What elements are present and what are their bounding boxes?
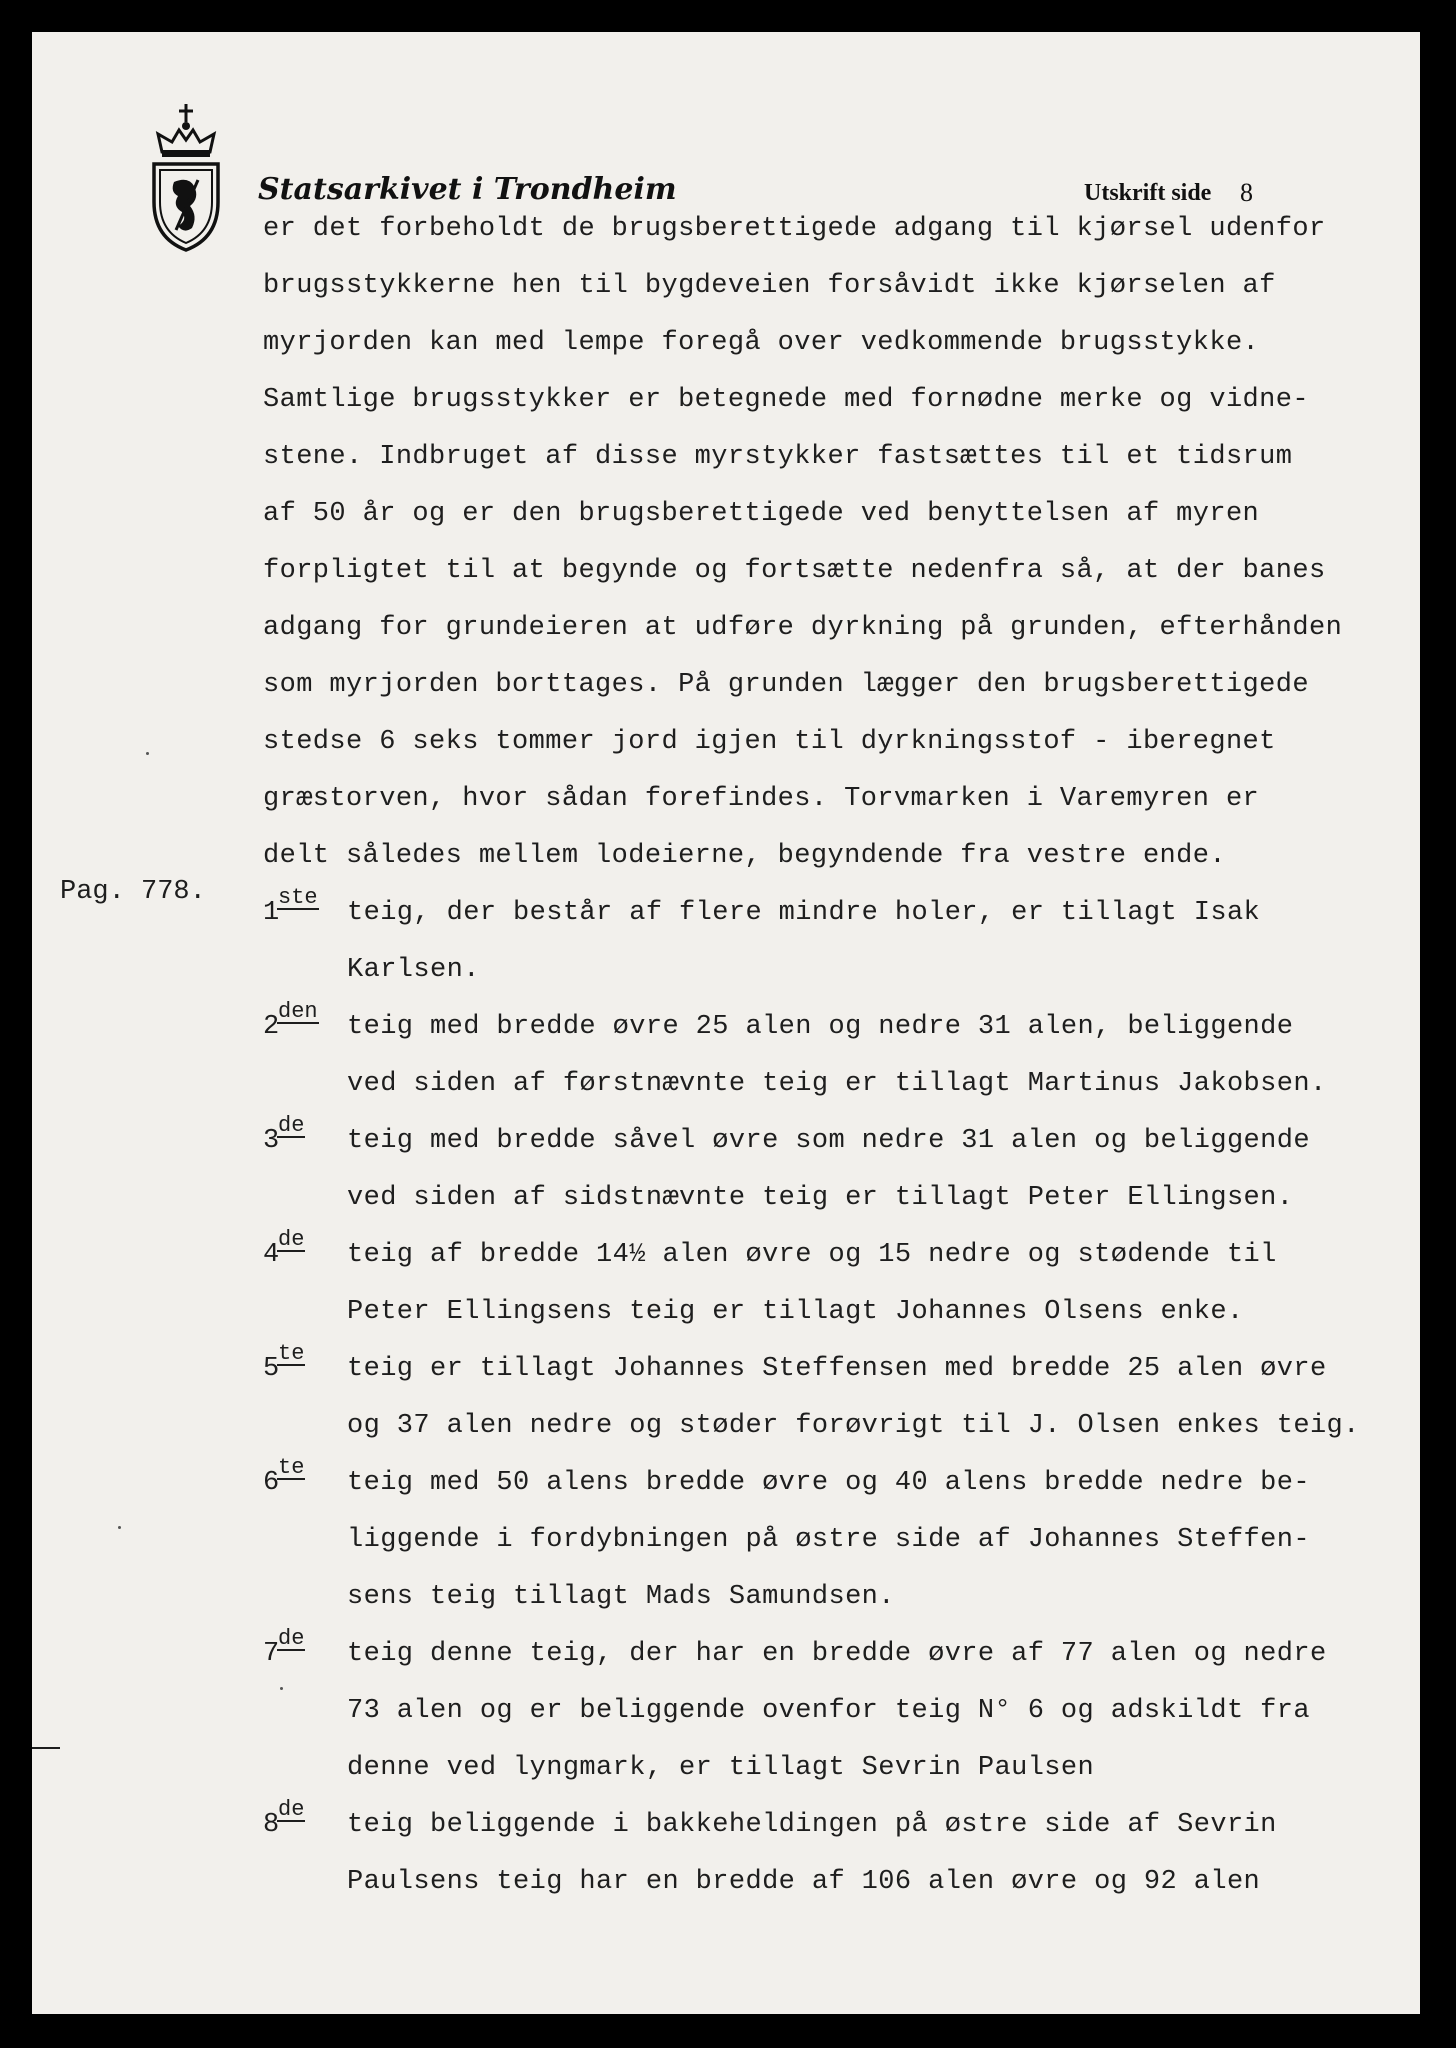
parcel-ordinal-suffix: de bbox=[278, 1797, 305, 1822]
text-line: delt således mellem lodeierne, begyndende fra vestre ende. bbox=[263, 841, 1226, 871]
parcel-ordinal-suffix: de bbox=[278, 1113, 305, 1138]
parcel-text-line: denne ved lyngmark, er tillagt Sevrin Paulsen bbox=[347, 1753, 1095, 1783]
parcel-text-line: Peter Ellingsens teig er tillagt Johannes Olsens enke. bbox=[347, 1297, 1244, 1327]
parcel-text-line: og 37 alen nedre og støder forøvrigt til J. Olsen enkes teig. bbox=[347, 1411, 1360, 1441]
parcel-text-line: sens teig tillagt Mads Samundsen. bbox=[347, 1582, 895, 1612]
parcel-text-line: teig med 50 alens bredde øvre og 40 alens bredde nedre be- bbox=[347, 1468, 1310, 1498]
text-line: er det forbeholdt de brugsberettigede adgang til kjørsel udenfor bbox=[263, 214, 1326, 244]
parcel-number: 2 bbox=[263, 1012, 280, 1042]
page-number: 8 bbox=[1240, 178, 1253, 207]
parcel-text-line: teig med bredde såvel øvre som nedre 31 alen og beliggende bbox=[347, 1126, 1310, 1156]
scan-speck bbox=[118, 1526, 121, 1529]
margin-page-reference: Pag. 778. bbox=[60, 877, 206, 907]
text-line: myrjorden kan med lempe foregå over vedkommende brugsstykke. bbox=[263, 328, 1260, 358]
archive-title: Statsarkivet i Trondheim bbox=[258, 172, 677, 207]
parcel-ordinal-suffix: de bbox=[278, 1227, 305, 1252]
parcel-text-line: teig denne teig, der har en bredde øvre af 77 alen og nedre bbox=[347, 1639, 1327, 1669]
parcel-text-line: ved siden af førstnævnte teig er tillagt Martinus Jakobsen. bbox=[347, 1069, 1327, 1099]
parcel-text-line: 73 alen og er beliggende ovenfor teig N° 6 og adskildt fra bbox=[347, 1696, 1310, 1726]
text-line: som myrjorden borttages. På grunden lægger den brugsberettigede bbox=[263, 670, 1309, 700]
parcel-number: 5 bbox=[263, 1354, 280, 1384]
text-line: brugsstykkerne hen til bygdeveien forsåvidt ikke kjørselen af bbox=[263, 271, 1276, 301]
parcel-ordinal-suffix: ste bbox=[278, 885, 318, 910]
text-line: af 50 år og er den brugsberettigede ved benyttelsen af myren bbox=[263, 499, 1260, 529]
parcel-text-line: teig, der består af flere mindre holer, er tillagt Isak bbox=[347, 898, 1261, 928]
parcel-text-line: liggende i fordybningen på østre side af Johannes Steffen- bbox=[347, 1525, 1310, 1555]
scan-speck bbox=[280, 1687, 283, 1690]
parcel-text-line: teig er tillagt Johannes Steffensen med bredde 25 alen øvre bbox=[347, 1354, 1327, 1384]
parcel-text-line: Paulsens teig har en bredde af 106 alen øvre og 92 alen bbox=[347, 1867, 1261, 1897]
parcel-number: 3 bbox=[263, 1126, 280, 1156]
document-page bbox=[32, 32, 1420, 2014]
text-line: stene. Indbruget af disse myrstykker fastsættes til et tidsrum bbox=[263, 442, 1293, 472]
parcel-number: 4 bbox=[263, 1240, 280, 1270]
parcel-text-line: teig beliggende i bakkeheldingen på østre side af Sevrin bbox=[347, 1810, 1277, 1840]
parcel-text-line: teig af bredde 14½ alen øvre og 15 nedre og stødende til bbox=[347, 1240, 1277, 1270]
parcel-ordinal-suffix: den bbox=[278, 999, 318, 1024]
parcel-ordinal-suffix: de bbox=[278, 1626, 305, 1651]
page-label: Utskrift side bbox=[1084, 180, 1212, 206]
parcel-text-line: Karlsen. bbox=[347, 955, 480, 985]
parcel-ordinal-suffix: te bbox=[278, 1341, 305, 1366]
norwegian-coat-of-arms-icon bbox=[144, 102, 228, 252]
parcel-number: 6 bbox=[263, 1468, 280, 1498]
parcel-number: 8 bbox=[263, 1810, 280, 1840]
text-line: stedse 6 seks tommer jord igjen til dyrkningsstof - iberegnet bbox=[263, 727, 1276, 757]
parcel-text-line: ved siden af sidstnævnte teig er tillagt Peter Ellingsen. bbox=[347, 1183, 1294, 1213]
text-line: græstorven, hvor sådan forefindes. Torvmarken i Varemyren er bbox=[263, 784, 1260, 814]
parcel-number: 1 bbox=[263, 898, 280, 928]
parcel-text-line: teig med bredde øvre 25 alen og nedre 31 alen, beliggende bbox=[347, 1012, 1294, 1042]
text-line: forpligtet til at begynde og fortsætte nedenfra så, at der banes bbox=[263, 556, 1326, 586]
margin-mark bbox=[32, 1747, 60, 1749]
parcel-ordinal-suffix: te bbox=[278, 1455, 305, 1480]
text-line: adgang for grundeieren at udføre dyrkning på grunden, efterhånden bbox=[263, 613, 1343, 643]
text-line: Samtlige brugsstykker er betegnede med fornødne merke og vidne- bbox=[263, 385, 1309, 415]
scan-speck bbox=[146, 752, 149, 755]
parcel-number: 7 bbox=[263, 1639, 280, 1669]
